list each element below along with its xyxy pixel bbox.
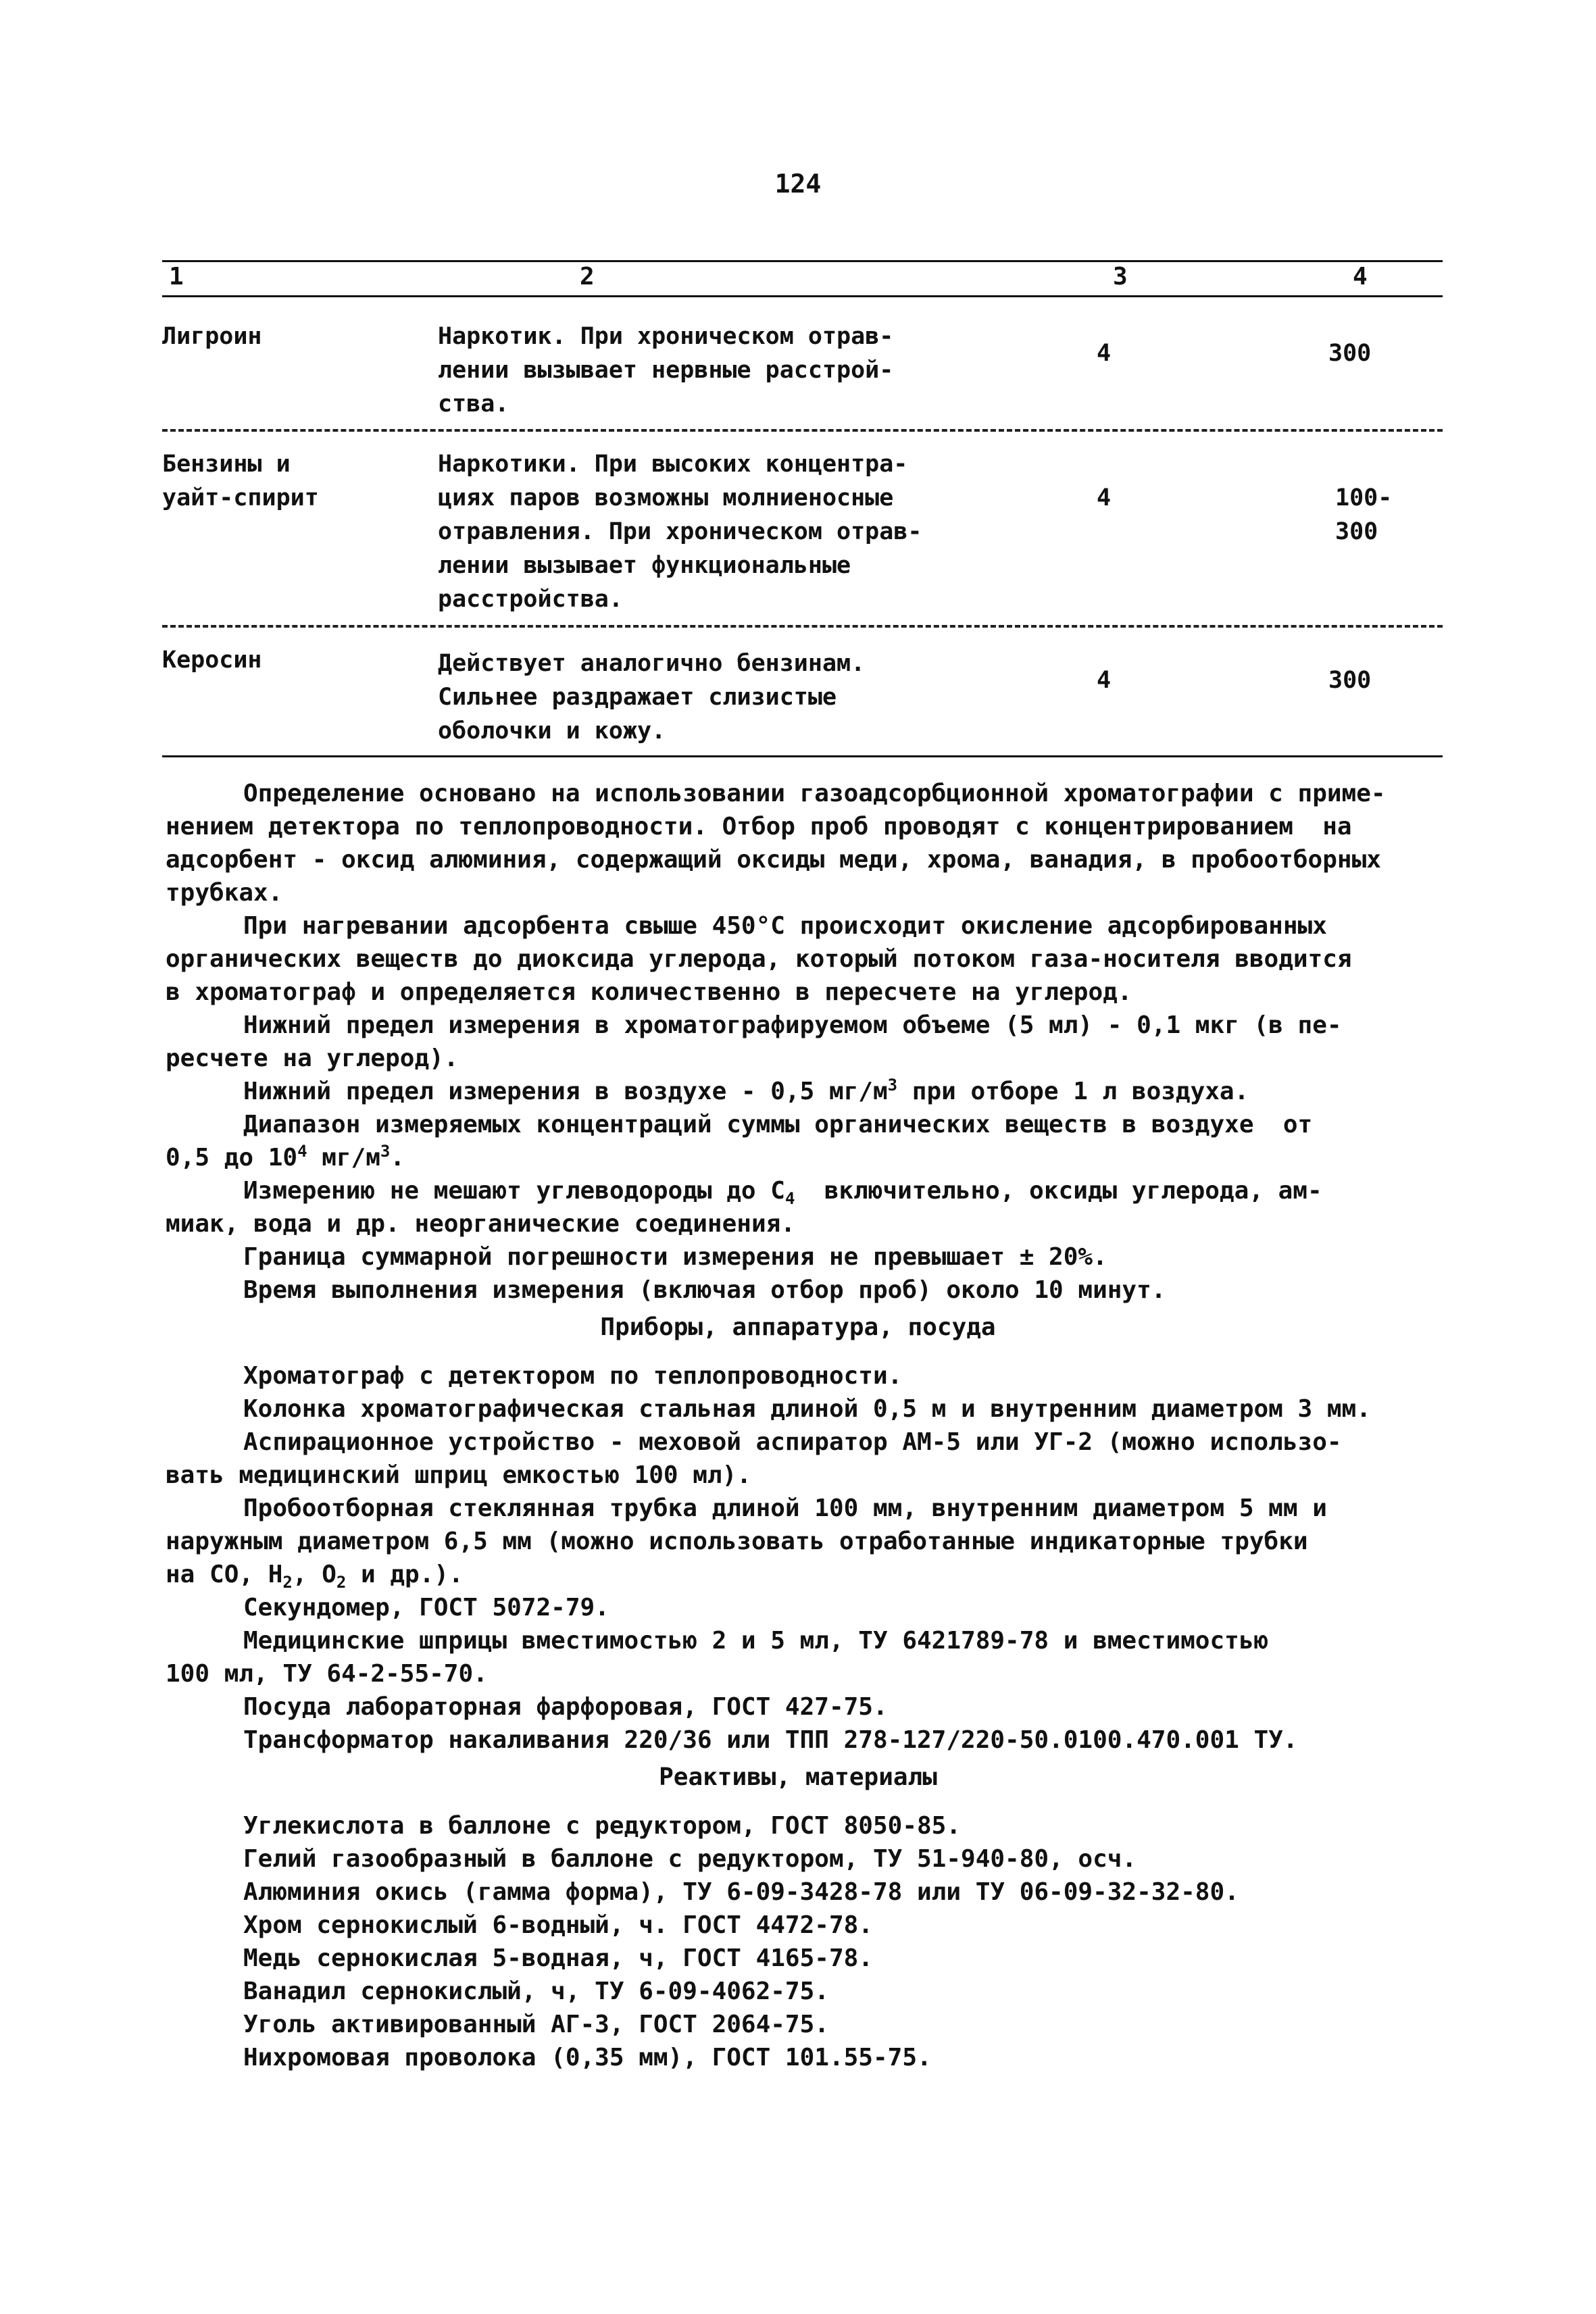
table-row-2-class: 4	[1097, 484, 1112, 511]
table-row-2-description-1: Наркотики. При высоких концентра-	[438, 451, 908, 478]
paragraph-range-1: Диапазон измеряемых концентраций суммы органических веществ в воздухе от	[243, 1111, 1313, 1138]
page-number: 124	[774, 169, 822, 199]
paragraph-range-2: 0,5 до $10^4$ $мг/м^3$.	[166, 1142, 405, 1172]
paragraph-method-2: нением детектора по теплопроводности. Отбор проб проводят с концентрированием на	[166, 813, 1352, 840]
col-header-2: 2	[580, 263, 595, 291]
paragraph-limit-air: Нижний предел измерения в воздухе - 0,5 $мг/м^3$ при отборе 1 л воздуха.	[243, 1076, 1249, 1105]
table-bottom-rule	[162, 755, 1443, 757]
table-row-3-class: 4	[1097, 667, 1112, 694]
equipment-tube-2: наружным диаметром 6,5 мм (можно использовать отработанные индикаторные трубки	[166, 1528, 1308, 1555]
row-divider-2	[162, 625, 1443, 628]
section-title-reagents: Реактивы, материалы	[659, 1763, 937, 1791]
table-row-2-substance: Бензины и уайт-спирит	[162, 451, 319, 511]
equipment-tube-1: Пробоотборная стеклянная трубка длиной 100 мм, внутренним диаметром 5 мм и	[243, 1494, 1327, 1522]
equipment-column: Колонка хроматографическая стальная длиной 0,5 м и внутренним диаметром 3 мм.	[243, 1395, 1371, 1423]
reagent-item: Нихромовая проволока (0,35 мм), ГОСТ 101.55-75.	[243, 2044, 932, 2071]
table-top-rule	[162, 260, 1443, 262]
reagent-item: Уголь активированный АГ-3, ГОСТ 2064-75.	[243, 2011, 829, 2038]
equipment-transformer: Трансформатор накаливания 220/36 или ТПП 278-127/220-50.0100.470.001 ТУ.	[243, 1726, 1298, 1754]
table-row-3-value: 300	[1328, 667, 1372, 694]
equipment-syringes-1: Медицинские шприцы вместимостью 2 и 5 мл, ТУ 6421789-78 и вместимостью	[243, 1627, 1269, 1655]
col-header-4: 4	[1353, 263, 1368, 291]
paragraph-interference-1: Измерению не мешают углеводороды до $С_4$ включительно, оксиды углерода, ам-	[243, 1177, 1322, 1209]
paragraph-method-4: трубках.	[166, 879, 283, 907]
reagent-item: Углекислота в баллоне с редуктором, ГОСТ 8050-85.	[243, 1812, 962, 1840]
section-title-equipment: Приборы, аппаратура, посуда	[600, 1313, 996, 1341]
col-header-1: 1	[169, 263, 184, 291]
table-row-2-description-4: лении вызывает функциональные	[438, 552, 851, 579]
reagent-item: Ванадил сернокислый, ч, ТУ 6-09-4062-75.	[243, 1978, 829, 2005]
table-row-1-description-2: лении вызывает нервные расстрой-	[438, 357, 894, 384]
paragraph-time: Время выполнения измерения (включая отбор проб) около 10 минут.	[243, 1276, 1166, 1304]
header-rule	[162, 295, 1443, 297]
equipment-porcelain: Посуда лабораторная фарфоровая, ГОСТ 427-75.	[243, 1693, 888, 1721]
table-row-2-description-5: расстройства.	[438, 586, 623, 613]
table-row-3-description-2: Сильнее раздражает слизистые	[438, 684, 837, 711]
paragraph-interference-2: миак, вода и др. неорганические соединения.	[166, 1210, 795, 1238]
paragraph-method-3: адсорбент - оксид алюминия, содержащий оксиды меди, хрома, ванадия, в пробоотборных	[166, 846, 1381, 874]
reagent-item: Алюминия окись (гамма форма), ТУ 6-09-3428-78 или ТУ 06-09-32-32-80.	[243, 1878, 1239, 1906]
table-row-1-class: 4	[1097, 340, 1112, 367]
table-row-1-description-3: ства.	[438, 391, 509, 418]
paragraph-heating-2: органических веществ до диоксида углерода, который потоком газа-носителя вводится	[166, 945, 1352, 973]
paragraph-limit-volume-1: Нижний предел измерения в хроматографируемом объеме (5 мл) - 0,1 мкг (в пе-	[243, 1011, 1342, 1039]
paragraph-heating-1: При нагревании адсорбента свыше 450°С происходит окисление адсорбированных	[243, 912, 1327, 940]
table-row-3-description-1: Действует аналогично бензинам.	[438, 650, 866, 677]
col-header-3: 3	[1113, 263, 1128, 291]
reagent-item: Гелий газообразный в баллоне с редуктором, ТУ 51-940-80, осч.	[243, 1845, 1137, 1873]
table-row-2-description-3: отравления. При хроническом отрав-	[438, 518, 922, 545]
reagent-item: Медь сернокислая 5-водная, ч, ГОСТ 4165-78.	[243, 1944, 873, 1972]
table-row-2-value-2: 300	[1335, 518, 1378, 545]
paragraph-error: Граница суммарной погрешности измерения не превышает ± 20%.	[243, 1243, 1107, 1271]
paragraph-method-1: Определение основано на использовании газоадсорбционной хроматографии с приме-	[243, 780, 1386, 807]
paragraph-limit-volume-2: ресчете на углерод).	[166, 1045, 459, 1072]
row-divider-1	[162, 429, 1443, 432]
reagent-item: Хром сернокислый 6-водный, ч. ГОСТ 4472-78.	[243, 1911, 873, 1939]
table-row-2-value-1: 100-	[1335, 484, 1393, 511]
table-row-1-description-1: Наркотик. При хроническом отрав-	[438, 323, 894, 350]
equipment-tube-3: на СО, $Н_2$, $О_2$ и др.).	[166, 1561, 464, 1592]
table-row-1-substance: Лигроин	[162, 323, 262, 350]
equipment-syringes-2: 100 мл, ТУ 64-2-55-70.	[166, 1660, 488, 1688]
table-row-3-substance: Керосин	[162, 647, 262, 674]
paragraph-heating-3: в хроматограф и определяется количественно в пересчете на углерод.	[166, 978, 1132, 1006]
equipment-aspirator-1: Аспирационное устройство - меховой аспиратор АМ-5 или УГ-2 (можно использо-	[243, 1428, 1342, 1456]
equipment-aspirator-2: вать медицинский шприц емкостью 100 мл).	[166, 1461, 751, 1489]
table-row-1-value: 300	[1328, 340, 1372, 367]
table-row-3-description-3: оболочки и кожу.	[438, 718, 666, 745]
table-row-2-description-2: циях паров возможны молниеносные	[438, 484, 894, 511]
equipment-stopwatch: Секундомер, ГОСТ 5072-79.	[243, 1594, 609, 1621]
equipment-chromatograph: Хроматограф с детектором по теплопроводности.	[243, 1362, 903, 1390]
